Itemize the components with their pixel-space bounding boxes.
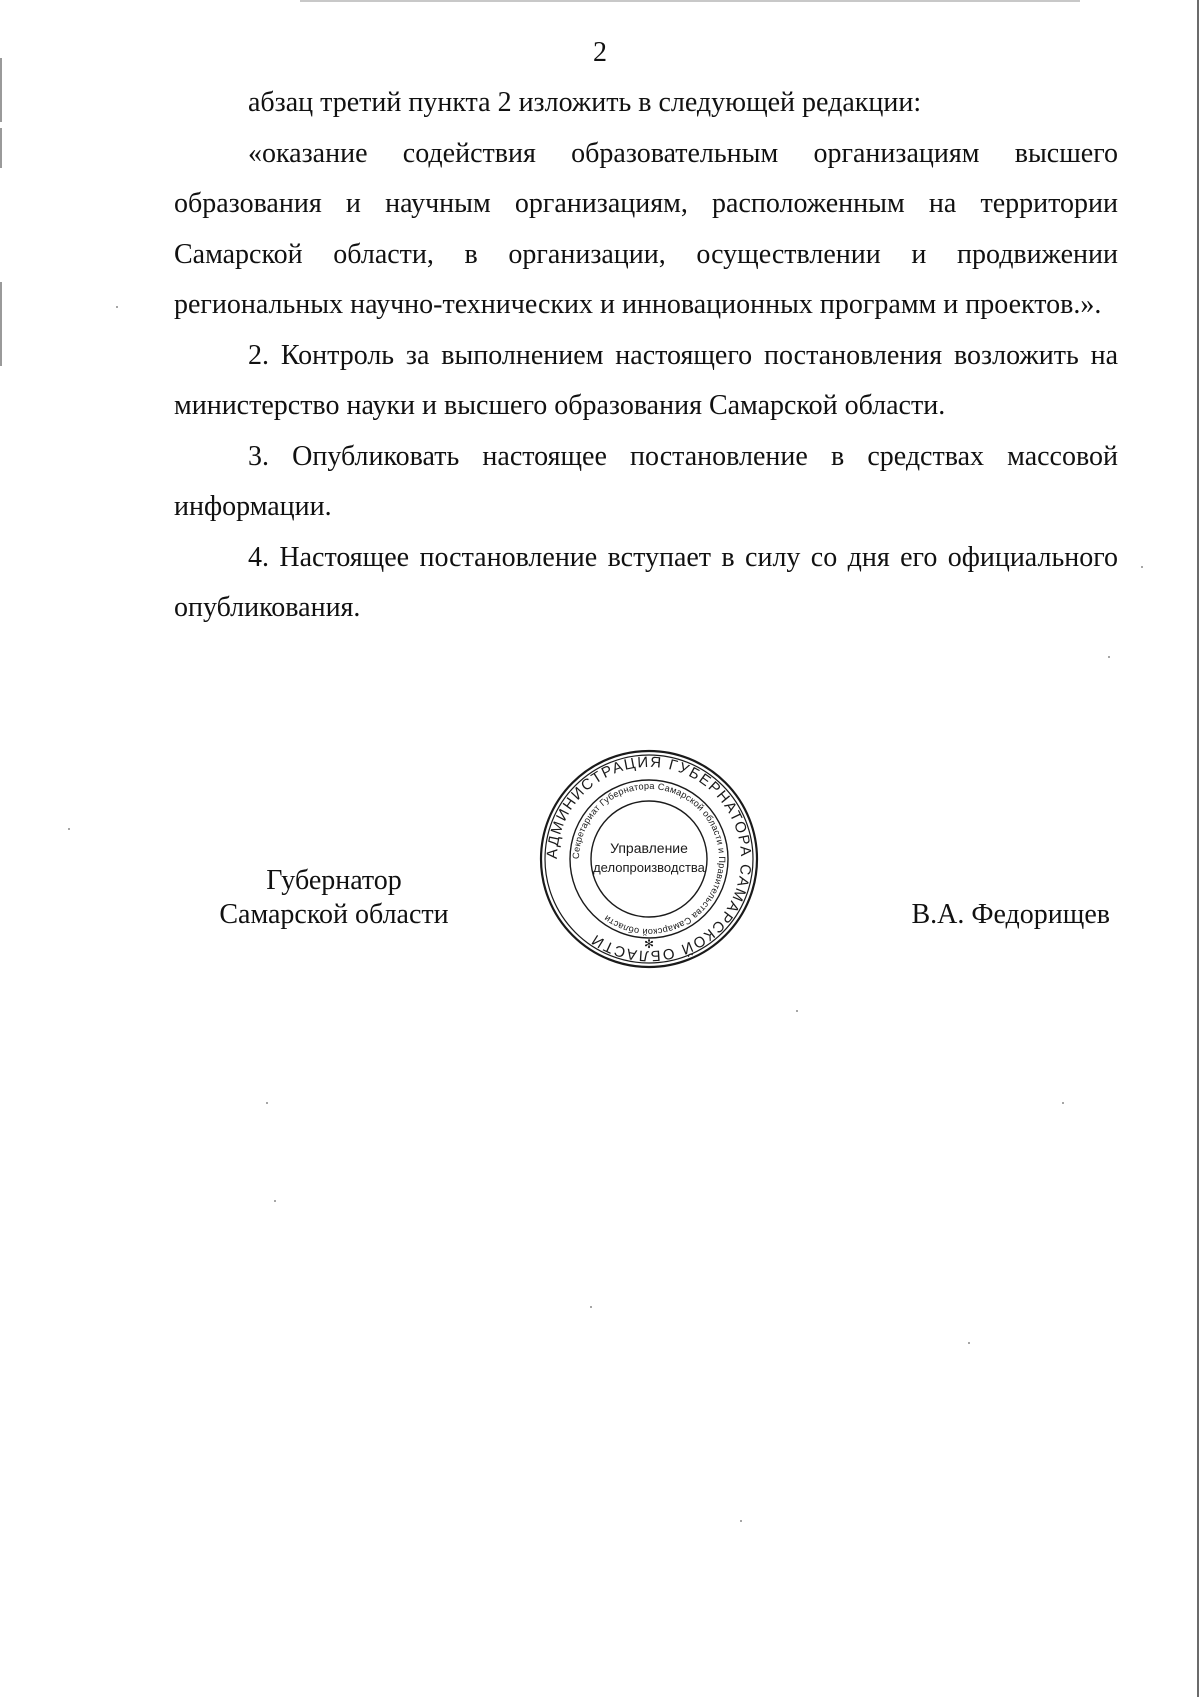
signatory-position-line1: Губернатор <box>266 865 402 896</box>
paragraph-quote: «оказание содействия образовательным организациям высшего образования и научным организациям, расположенным на территории Самарской области, в организации, осуществлении и продвижении региональных научно-технических и инновационных программ и проектов.». <box>174 137 1118 320</box>
signatory-name: В.А. Федорищев <box>911 899 1110 930</box>
seal-graphic <box>538 748 760 970</box>
svg-text:Секретариат Губернатора Самарс <box>571 781 727 937</box>
scan-dust <box>740 1520 742 1522</box>
scan-dust <box>274 1200 276 1202</box>
official-seal <box>538 748 760 970</box>
scan-left-mark <box>0 128 2 168</box>
scan-left-mark <box>0 58 2 122</box>
signatory-position <box>204 864 464 932</box>
seal-outer-text: АДМИНИСТРАЦИЯ ГУБЕРНАТОРА САМАРСКОЙ ОБЛАСТИ <box>543 753 755 965</box>
page-number: 2 <box>593 37 607 68</box>
scan-dust <box>968 1342 970 1344</box>
paragraph-control: 2. Контроль за выполнением настоящего постановления возложить на министерство науки и высшего образования Самарской области. <box>174 339 1118 421</box>
seal-middle-text: Секретариат Губернатора Самарской области и Правительства Самарской области <box>570 780 728 938</box>
seal-center-line2: делопроизводства <box>593 860 705 875</box>
scan-dust <box>1062 1102 1064 1104</box>
document-body <box>174 78 1118 634</box>
paragraph-publish: 3. Опубликовать настоящее постановление в средствах массовой информации. <box>174 440 1118 522</box>
scan-left-mark <box>0 282 2 366</box>
scan-top-edge <box>300 0 1080 2</box>
scan-dust <box>796 1010 798 1012</box>
scan-dust <box>1141 566 1143 568</box>
scan-dust <box>590 1306 592 1308</box>
seal-center-line1: Управление <box>610 840 688 856</box>
signatory-position-line2: Самарской области <box>219 899 449 930</box>
paragraph-effective: 4. Настоящее постановление вступает в силу со дня его официального опубликования. <box>174 541 1118 623</box>
scan-dust <box>1108 656 1110 658</box>
scan-dust <box>116 306 118 308</box>
scan-dust <box>68 828 70 830</box>
scan-right-edge <box>1197 0 1199 1697</box>
paragraph-intro: абзац третий пункта 2 изложить в следующей редакции: <box>248 87 922 118</box>
seal-star-icon: ✻ <box>643 937 655 951</box>
scan-dust <box>266 1102 268 1104</box>
